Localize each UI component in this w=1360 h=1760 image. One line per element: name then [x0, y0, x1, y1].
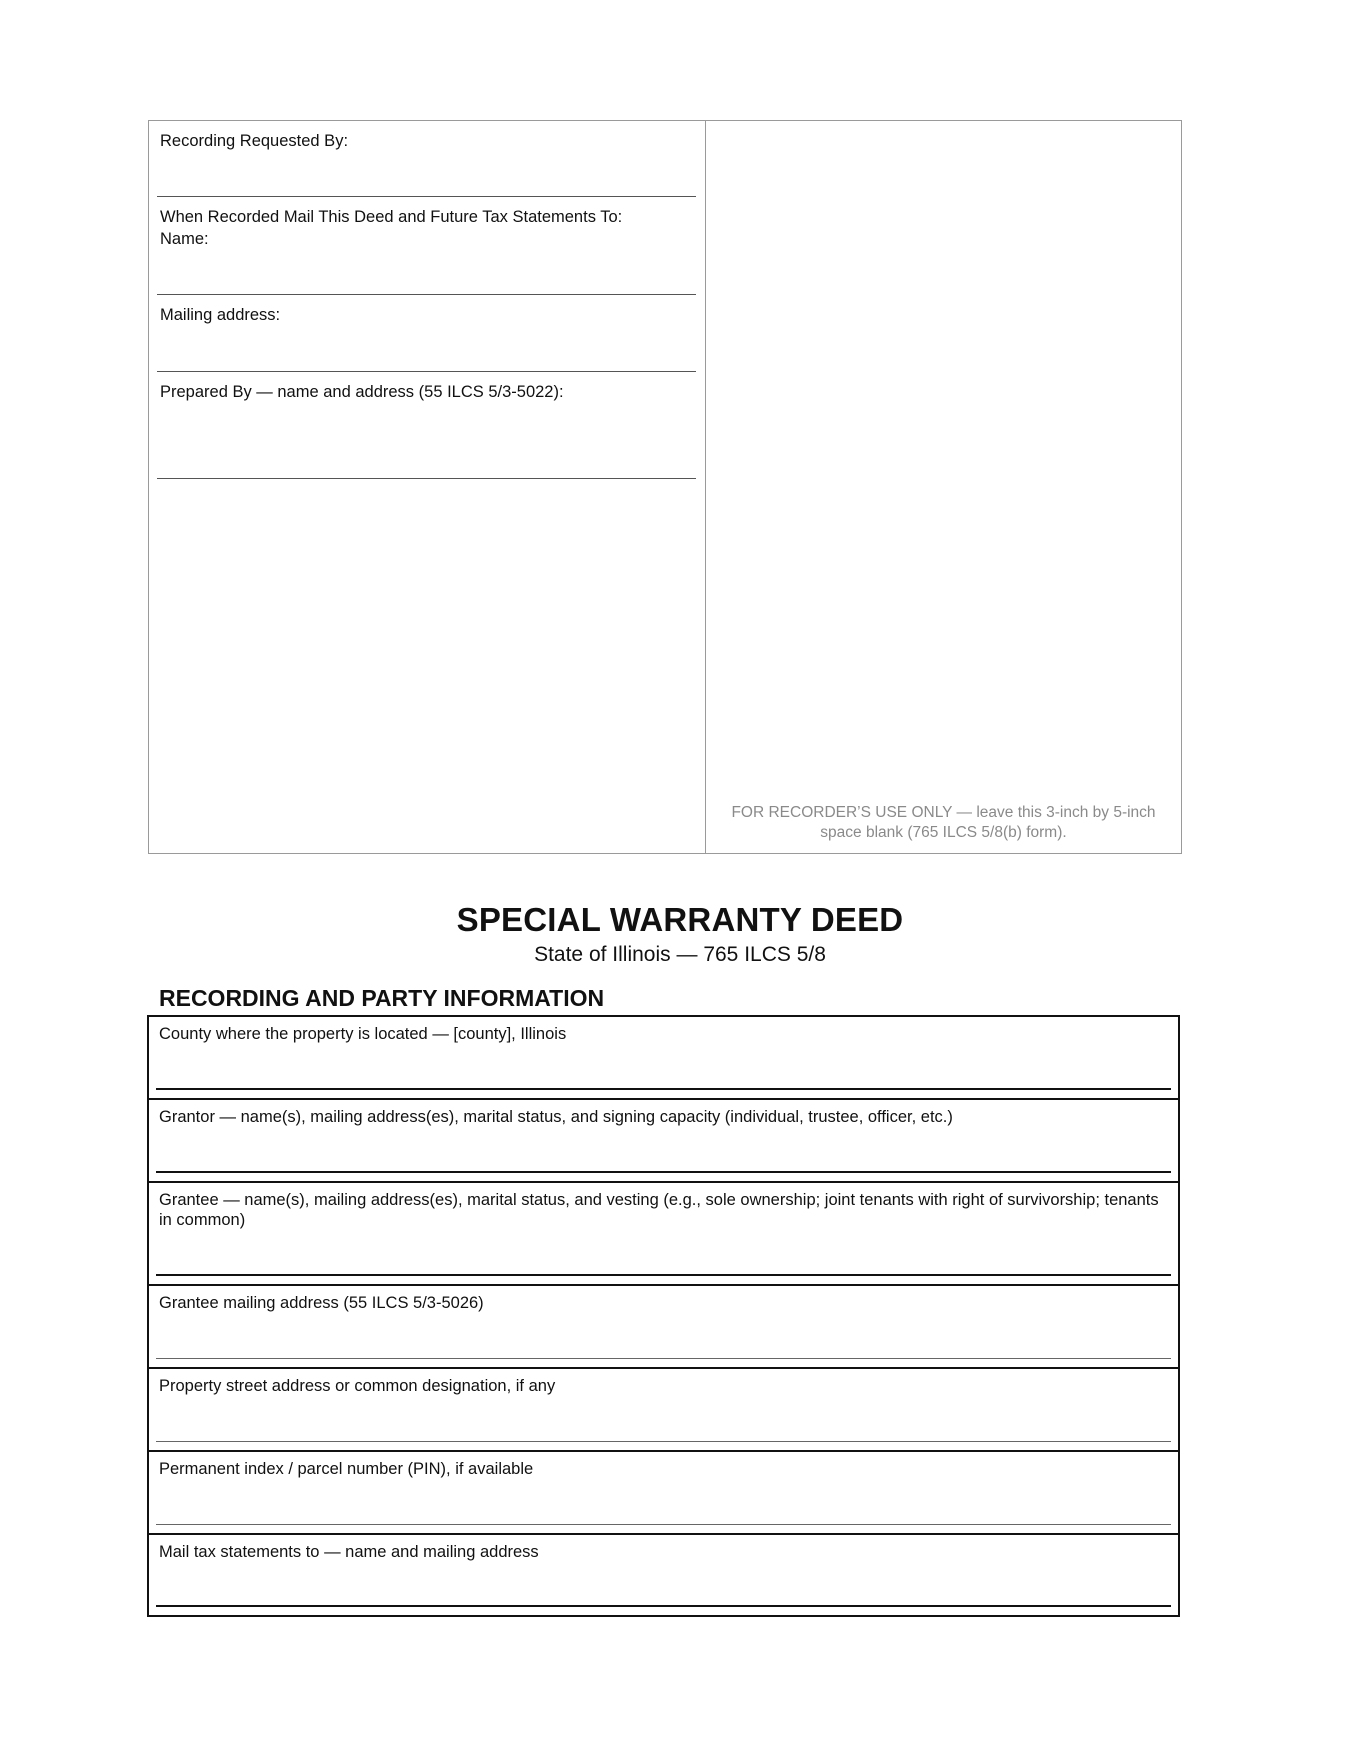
prepared-by-field[interactable]	[157, 372, 696, 479]
grantor-field[interactable]	[149, 1100, 1178, 1183]
recording-requested-by-field[interactable]	[157, 121, 696, 197]
grantee-fill-line	[156, 1274, 1171, 1276]
party-info-table	[147, 1015, 1180, 1617]
tax-statements-field[interactable]	[149, 1535, 1178, 1615]
recording-fields-column	[149, 121, 706, 853]
document-title: SPECIAL WARRANTY DEED	[456, 901, 904, 938]
mail-to-label: When Recorded Mail This Deed and Future Tax Statements To:	[160, 208, 623, 226]
tax-statements-label: Mail tax statements to — name and mailing address	[159, 1543, 539, 1561]
tax-statements-fill-line	[156, 1605, 1171, 1607]
recorder-use-note	[706, 803, 1181, 843]
mailing-address-label: Mailing address:	[160, 306, 281, 324]
property-address-label: Property street address or common designation, if any	[159, 1377, 556, 1395]
recording-requested-by-label: Recording Requested By:	[160, 132, 349, 150]
pin-field[interactable]	[149, 1452, 1178, 1535]
grantee-label: Grantee — name(s), mailing address(es), marital status, and vesting (e.g., sole ownership; joint tenants with right of survivorship; tenants in common)	[159, 1191, 1159, 1229]
grantee-mailing-address-field[interactable]	[149, 1286, 1178, 1369]
mail-to-name-field[interactable]	[157, 197, 696, 295]
grantee-mailing-address-fill-line	[156, 1358, 1171, 1359]
grantor-label: Grantor — name(s), mailing address(es), marital status, and signing capacity (individual, trustee, officer, etc.)	[159, 1108, 953, 1126]
grantee-mailing-address-label: Grantee mailing address (55 ILCS 5/3-5026)	[159, 1294, 484, 1312]
document-subtitle: State of Illinois — 765 ILCS 5/8	[534, 943, 826, 966]
mail-to-name-label: Name:	[160, 230, 209, 248]
county-label: County where the property is located — [county], Illinois	[159, 1025, 567, 1043]
county-field[interactable]	[149, 1017, 1178, 1100]
section-heading: RECORDING AND PARTY INFORMATION	[159, 985, 605, 1011]
mailing-address-field[interactable]	[157, 295, 696, 372]
recording-info-box	[148, 120, 1182, 854]
pin-fill-line	[156, 1524, 1171, 1525]
property-address-field[interactable]	[149, 1369, 1178, 1452]
recorder-note-line-2: space blank (765 ILCS 5/8(b) form).	[820, 824, 1067, 841]
county-fill-line	[156, 1088, 1171, 1090]
grantor-fill-line	[156, 1171, 1171, 1173]
property-address-fill-line	[156, 1441, 1171, 1442]
recorder-use-area	[706, 121, 1181, 853]
grantee-field[interactable]	[149, 1183, 1178, 1286]
prepared-by-label: Prepared By — name and address (55 ILCS 5/3-5022):	[160, 383, 564, 401]
recorder-note-line-1: FOR RECORDER’S USE ONLY — leave this 3-inch by 5-inch	[731, 804, 1156, 821]
pin-label: Permanent index / parcel number (PIN), if available	[159, 1460, 534, 1478]
